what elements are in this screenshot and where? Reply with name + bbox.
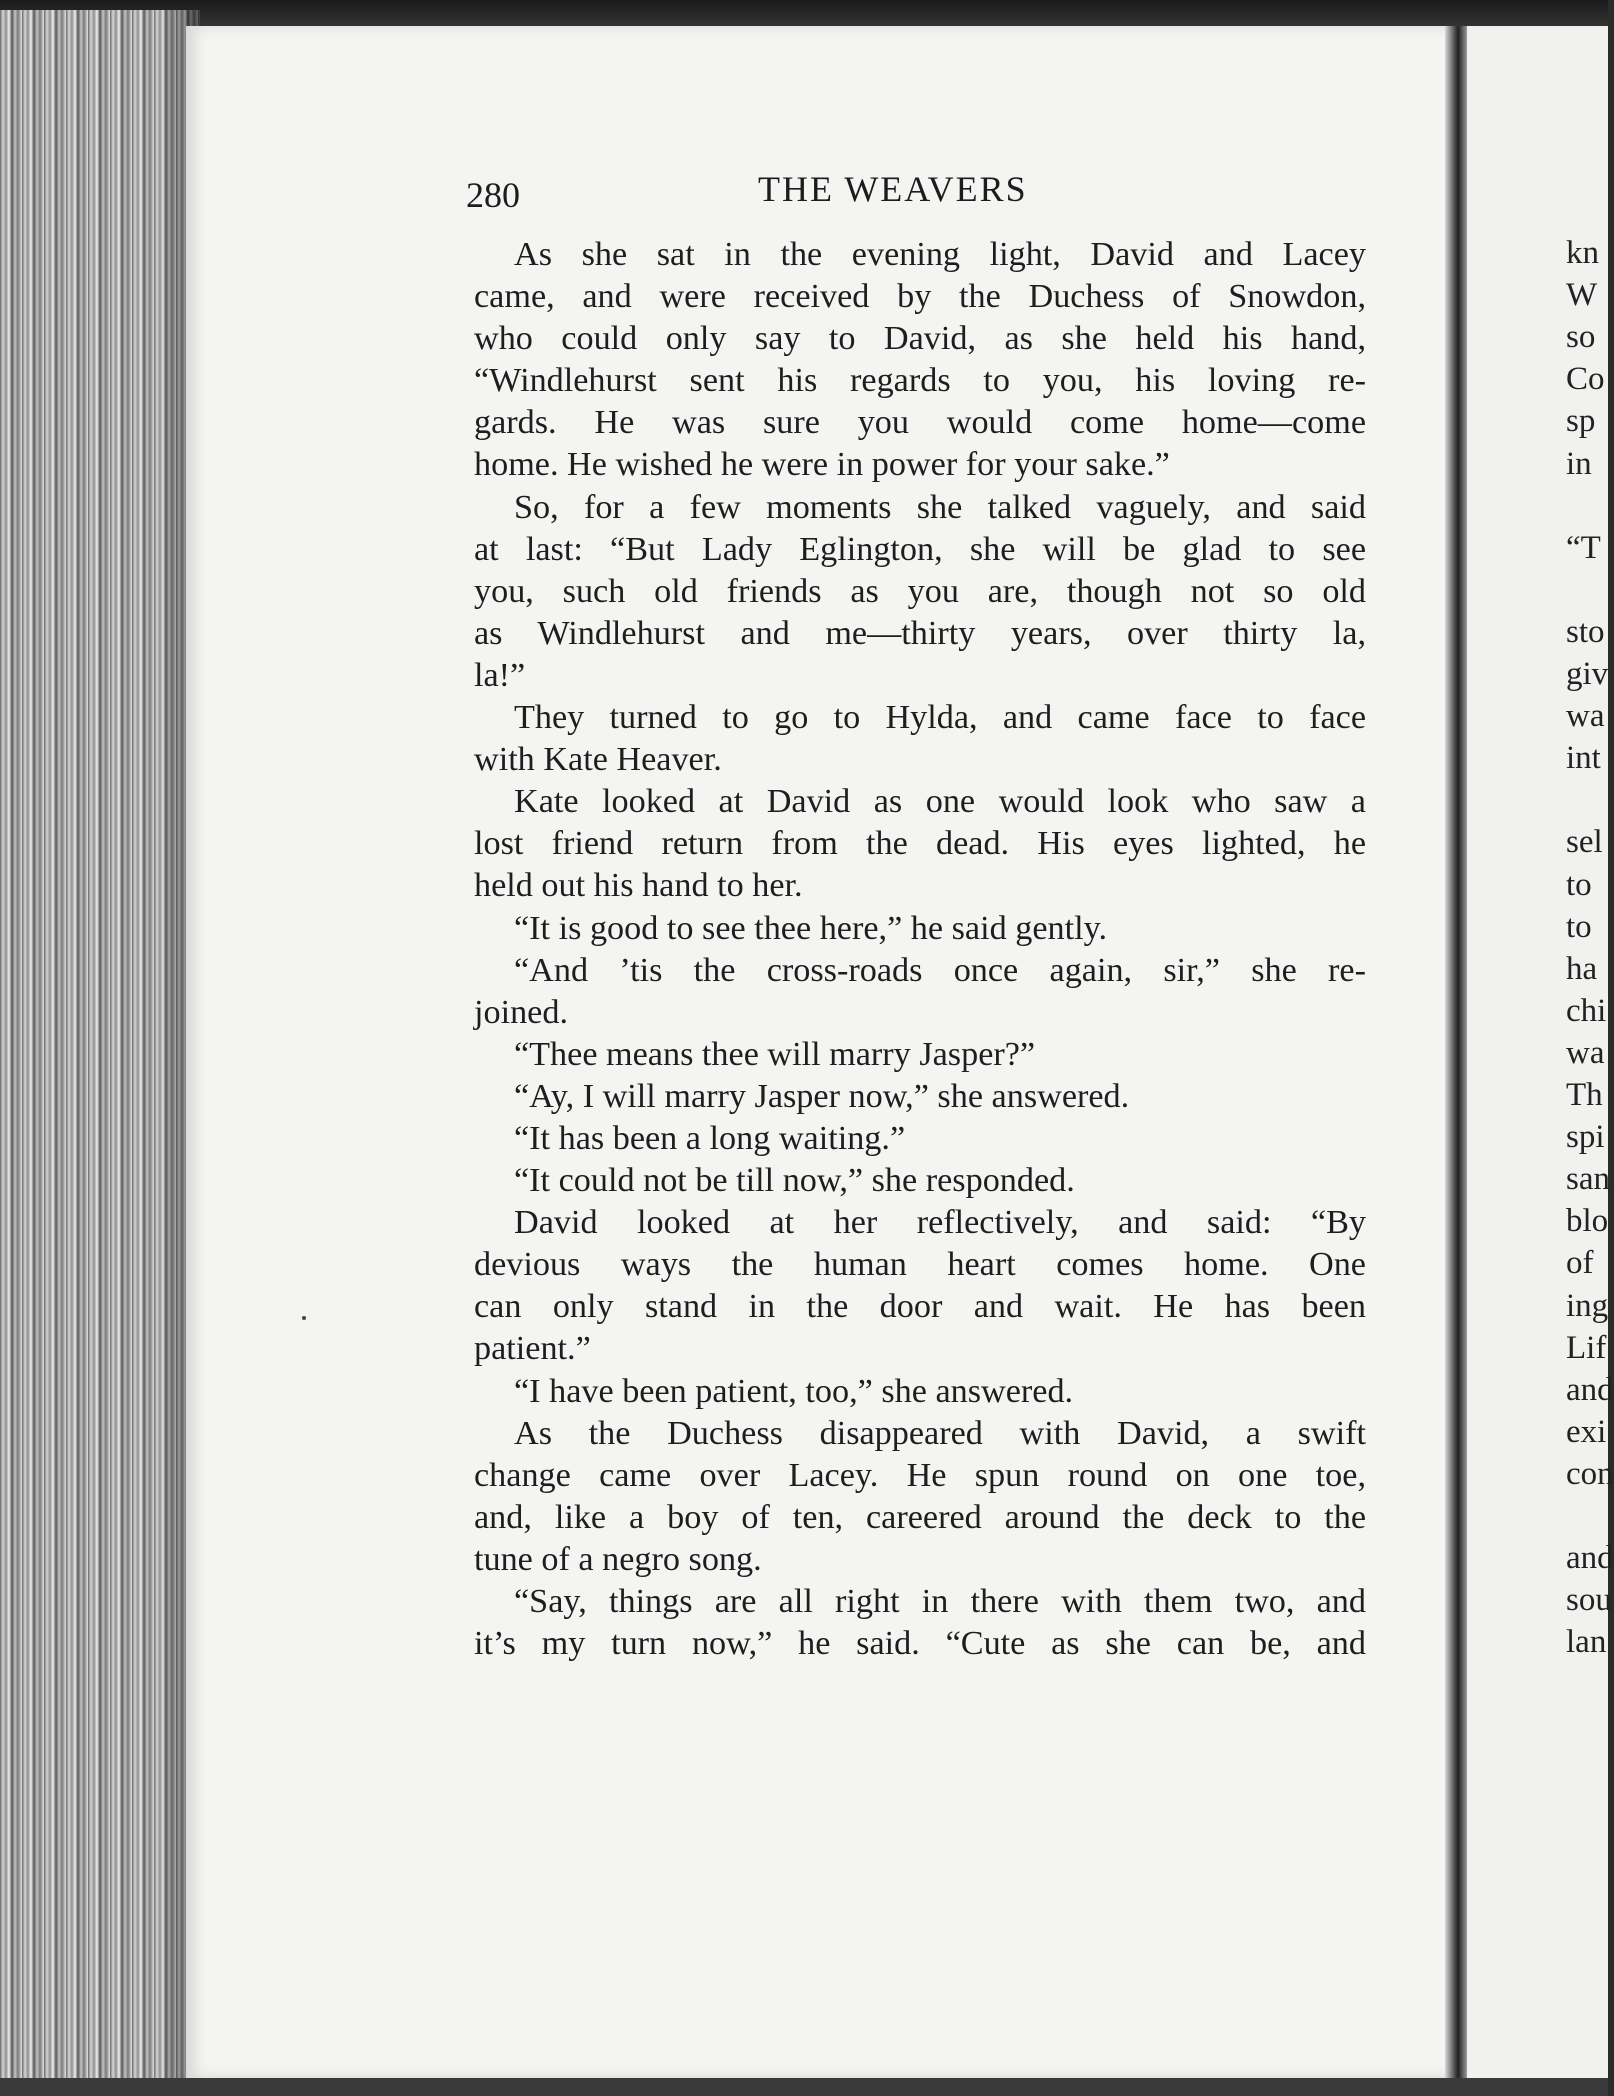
text-line: Kate looked at David as one would look who saw a	[514, 783, 1366, 821]
text-line: gards. He was sure you would come home—come	[474, 404, 1366, 442]
text-line: held out his hand to her.	[474, 867, 803, 905]
text-line: “And ’tis the cross-roads once again, sir,” she re-	[514, 951, 1366, 989]
text-line: As she sat in the evening light, David and Lacey	[514, 236, 1366, 273]
text-line: “Windlehurst sent his regards to you, his loving re-	[474, 362, 1366, 400]
next-page-fragment: in	[1566, 445, 1592, 482]
text-line: it’s my turn now,” he said. “Cute as she can be, and	[474, 1625, 1366, 1663]
next-page-fragment: spi	[1566, 1119, 1605, 1156]
text-line: with Kate Heaver.	[474, 741, 722, 779]
next-page-fragment: W	[1566, 277, 1598, 314]
text-line: tune of a negro song.	[474, 1540, 762, 1578]
next-page-fragment: and	[1566, 1540, 1614, 1577]
next-page-fragment: so	[1566, 319, 1596, 356]
next-page-fragment: kn	[1566, 235, 1599, 271]
text-line: David looked at her reflectively, and said: “By	[514, 1204, 1366, 1242]
text-line: As the Duchess disappeared with David, a swift	[514, 1414, 1366, 1452]
next-page-fragment: exi	[1566, 1413, 1607, 1450]
text-line: So, for a few moments she talked vaguely, and said	[514, 488, 1366, 526]
text-line: lost friend return from the dead. His eyes lighted, he	[474, 825, 1366, 863]
next-page-fragment: ing	[1566, 1287, 1609, 1324]
page-header	[466, 168, 1366, 218]
next-page-fragment: Lif	[1566, 1329, 1607, 1366]
next-page-fragment: to	[1566, 908, 1592, 945]
text-line: devious ways the human heart comes home. One	[474, 1246, 1366, 1284]
next-page-fragment: giv	[1566, 656, 1609, 692]
text-line: you, such old friends as you are, though not so old	[474, 572, 1366, 610]
book-gutter	[1445, 26, 1467, 2078]
next-page-fragment: Co	[1566, 361, 1605, 398]
page-number: 280	[466, 175, 520, 215]
next-page-fragment: con	[1566, 1455, 1614, 1492]
next-page-fragment: of	[1566, 1245, 1594, 1282]
text-line: “It has been a long waiting.”	[514, 1119, 906, 1157]
text-line: “Ay, I will marry Jasper now,” she answered.	[514, 1077, 1130, 1115]
next-page-fragment: ha	[1566, 950, 1598, 987]
next-page-fragment: int	[1566, 740, 1601, 777]
text-line: “Thee means thee will marry Jasper?”	[514, 1035, 1036, 1073]
text-line: patient.”	[474, 1330, 591, 1368]
next-page-fragment: sto	[1566, 613, 1605, 650]
next-page-fragment: san	[1566, 1161, 1610, 1198]
text-line: as Windlehurst and me—thirty years, over thirty la,	[474, 614, 1366, 652]
next-page-fragment: sou	[1566, 1582, 1612, 1619]
scan-bottom-border	[0, 2078, 1608, 2096]
text-line: came, and were received by the Duchess of Snowdon,	[474, 278, 1366, 316]
next-page-fragment: Th	[1566, 1077, 1603, 1113]
book-page-edges	[0, 10, 200, 2096]
text-line: and, like a boy of ten, careered around the deck to the	[474, 1498, 1366, 1536]
text-line: home. He wished he were in power for your sake.”	[474, 446, 1170, 484]
next-page-fragment: wa	[1566, 1034, 1605, 1071]
next-page-fragment: sel	[1566, 824, 1603, 861]
next-page-fragment: chi	[1566, 992, 1607, 1029]
text-line: “Say, things are all right in there with them two, and	[514, 1583, 1366, 1620]
text-line: They turned to go to Hylda, and came face to face	[514, 699, 1366, 737]
running-head: THE WEAVERS	[758, 169, 1028, 209]
text-line: “I have been patient, too,” she answered.	[514, 1372, 1074, 1410]
next-page-fragment: wa	[1566, 698, 1605, 735]
text-line: change came over Lacey. He spun round on one toe,	[474, 1456, 1366, 1494]
next-page-fragment: to	[1566, 866, 1592, 903]
text-line: “It could not be till now,” she responded.	[514, 1162, 1075, 1200]
next-page-fragment: and	[1566, 1371, 1614, 1408]
text-line: can only stand in the door and wait. He has been	[474, 1288, 1366, 1326]
dust-speck	[302, 1316, 306, 1320]
next-page-fragment: “T	[1566, 529, 1601, 566]
text-line: la!”	[474, 656, 526, 694]
next-page-fragment: blo	[1566, 1203, 1609, 1240]
text-line: who could only say to David, as she held his hand,	[474, 320, 1366, 358]
next-page-fragment: sp	[1566, 403, 1596, 440]
next-page-fragment: lan	[1566, 1624, 1607, 1661]
text-line: joined.	[474, 993, 568, 1031]
text-line: “It is good to see thee here,” he said gently.	[514, 909, 1108, 947]
text-line: at last: “But Lady Eglington, she will be glad to see	[474, 530, 1366, 568]
body-text	[474, 234, 1366, 1665]
